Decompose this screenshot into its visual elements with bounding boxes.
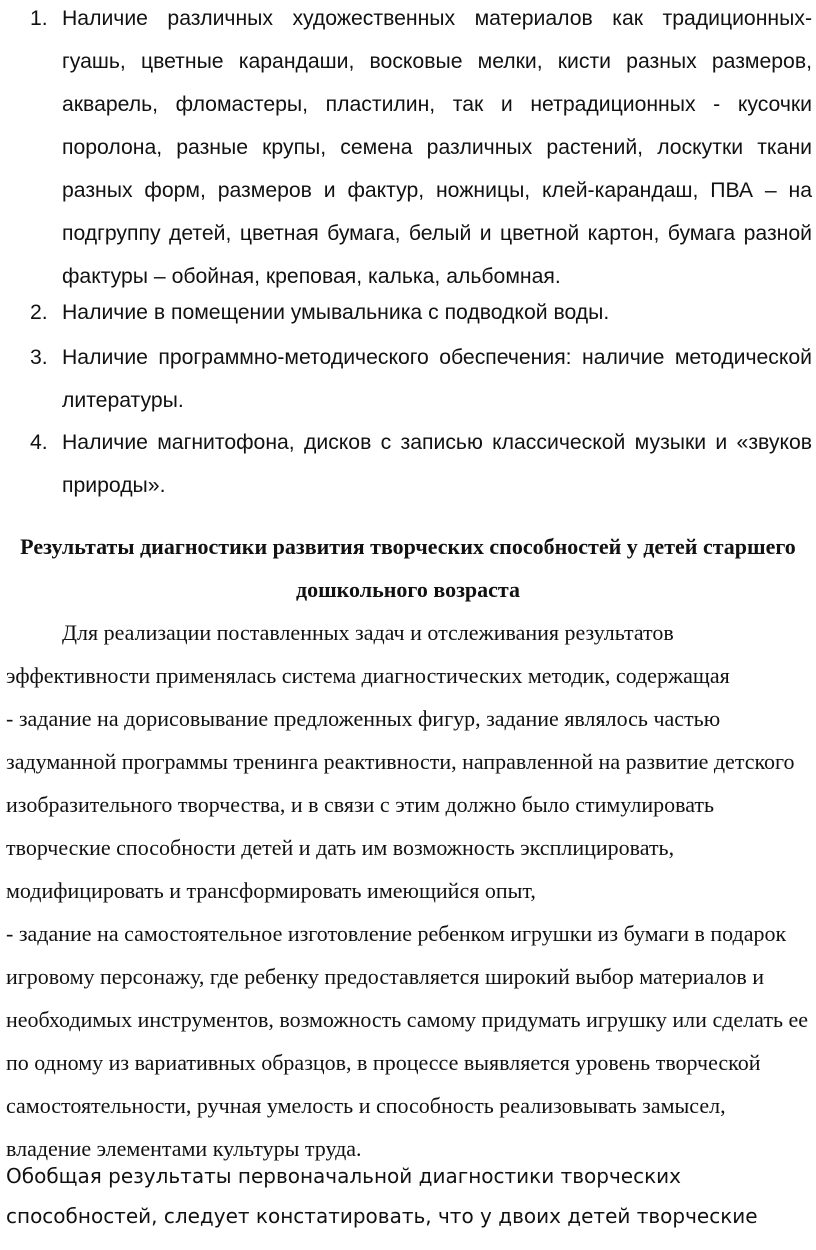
list-item (0, 291, 816, 334)
paragraph: - задание на дорисовывание предложенных фигур, задание являлось частью задуманной программы тренинга реактивности, направленной на развитие детского изобразительного творчества, и в связи с этим должно было стимулировать творческие способности детей и дать им возможность эксплицировать, модифицировать и трансформировать имеющийся опыт, (6, 706, 795, 903)
paragraph: Для реализации поставленных задач и отслеживания результатов эффективности применялась система диагностических методик, содержащая (6, 620, 730, 688)
paragraph: - задание на самостоятельное изготовление ребенком игрушки из бумаги в подарок игровому персонажу, где ребенку предоставляется широкий выбор материалов и необходимых инструментов, возможность самому придумать игрушку или сделать ее по одному из вариативных образцов, в процессе выявляется уровень творческой самостоятельности, ручная умелость и способность реализовывать замысел, владение элементами культуры труда. (6, 921, 809, 1161)
list-item-text: Наличие программно-методического обеспечения: наличие методической литературы. (62, 346, 812, 412)
list-item (0, 421, 816, 507)
list-item-number: 2. (30, 301, 48, 324)
list-item-number: 1. (30, 7, 48, 30)
list-item-text: Наличие магнитофона, дисков с записью классической музыки и «звуков природы». (62, 431, 812, 497)
conclusion-text: Обобщая результаты первоначальной диагностики творческих способностей, следует констатировать, что у двоих детей творческие (6, 1164, 758, 1228)
list-item-number: 3. (30, 346, 48, 369)
list-item (0, 336, 816, 422)
list-item (0, 0, 816, 298)
body-text (6, 611, 812, 1170)
section-heading: Результаты диагностики развития творческих способностей у детей старшего дошкольного возраста (20, 534, 796, 602)
list-item-number: 4. (30, 431, 48, 454)
list-item-text: Наличие в помещении умывальника с подводкой воды. (62, 301, 610, 324)
list-item-text: Наличие различных художественных материалов как традиционных- гуашь, цветные карандаши, восковые мелки, кисти разных размеров, акварель, фломастеры, пластилин, так и нетрадиционных - кусочки поролона, разные крупы, семена различных растений, лоскутки ткани разных форм, размеров и фактур, ножницы, клей-карандаш, ПВА – на подгруппу детей, цветная бумага, белый и цветной картон, бумага разной фактуры – обойная, креповая, калька, альбомная. (62, 7, 812, 288)
